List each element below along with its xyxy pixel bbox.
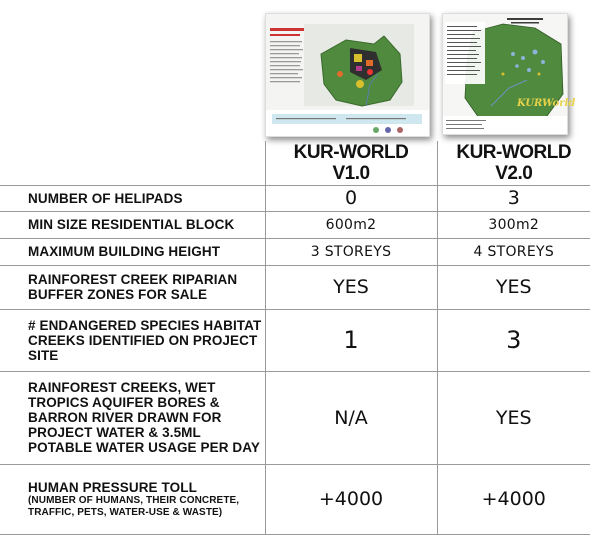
- table-row: [0, 464, 590, 534]
- masterplan-v1-image: [266, 14, 429, 136]
- row-label: RAINFOREST CREEK RIPARIAN BUFFER ZONES FOR SALE: [0, 265, 265, 309]
- header-v2: [437, 141, 590, 185]
- row-value-v1: 1: [343, 326, 359, 354]
- row-label: MIN SIZE RESIDENTIAL BLOCK: [0, 211, 265, 238]
- masterplan-v2-thumbnail: [442, 13, 576, 135]
- table-row: [0, 371, 590, 464]
- row-value-v2: 3: [506, 326, 522, 354]
- header-blank: [0, 141, 265, 185]
- row-value-v1: +4000: [318, 488, 384, 510]
- masterplan-v1-thumbnail: [265, 13, 430, 137]
- row-label: MAXIMUM BUILDING HEIGHT: [0, 238, 265, 265]
- row-value-v1: N/A: [334, 406, 368, 429]
- row-value-v2: 300m2: [488, 216, 540, 233]
- row-label: NUMBER OF HELIPADS: [0, 185, 265, 211]
- comparison-table: [0, 141, 590, 535]
- row-label: RAINFOREST CREEKS, WET TROPICS AQUIFER BORES & BARRON RIVER DRAWN FOR PROJECT WATER & 3.5ML POTABLE WATER USAGE PER DAY: [0, 371, 265, 464]
- row-sublabel: (NUMBER OF HUMANS, THEIR CONCRETE, TRAFFIC, PETS, WATER-USE & WASTE): [28, 495, 240, 518]
- header-v1-text: KUR-WORLD V1.0: [293, 141, 409, 184]
- row-value-v2: YES: [495, 276, 532, 298]
- row-value-v1: YES: [333, 276, 369, 298]
- table-row: [0, 211, 590, 238]
- row-label: # ENDANGERED SPECIES HABITAT CREEKS IDENTIFIED ON PROJECT SITE: [0, 309, 265, 371]
- table-row: [0, 265, 590, 309]
- row-value-v2: YES: [495, 406, 532, 429]
- row-value-v2: 4 STOREYS: [473, 243, 555, 260]
- header-v2-text: KUR-WORLD V2.0: [456, 141, 572, 184]
- header-row: [0, 141, 590, 185]
- row-value-v1: 3 STOREYS: [310, 243, 392, 260]
- kurworld-logo: KURWorld: [517, 98, 576, 109]
- row-label-container: [0, 464, 265, 534]
- table-row: [0, 238, 590, 265]
- row-value-v1: 600m2: [325, 216, 377, 233]
- masterplan-v2-image: [443, 14, 576, 134]
- table-row: [0, 309, 590, 371]
- row-label: HUMAN PRESSURE TOLL: [28, 480, 197, 495]
- row-value-v2: +4000: [481, 488, 546, 510]
- header-v1: [265, 141, 437, 185]
- row-value-v1: 0: [344, 187, 358, 209]
- row-value-v2: 3: [507, 187, 520, 209]
- table-row: [0, 185, 590, 211]
